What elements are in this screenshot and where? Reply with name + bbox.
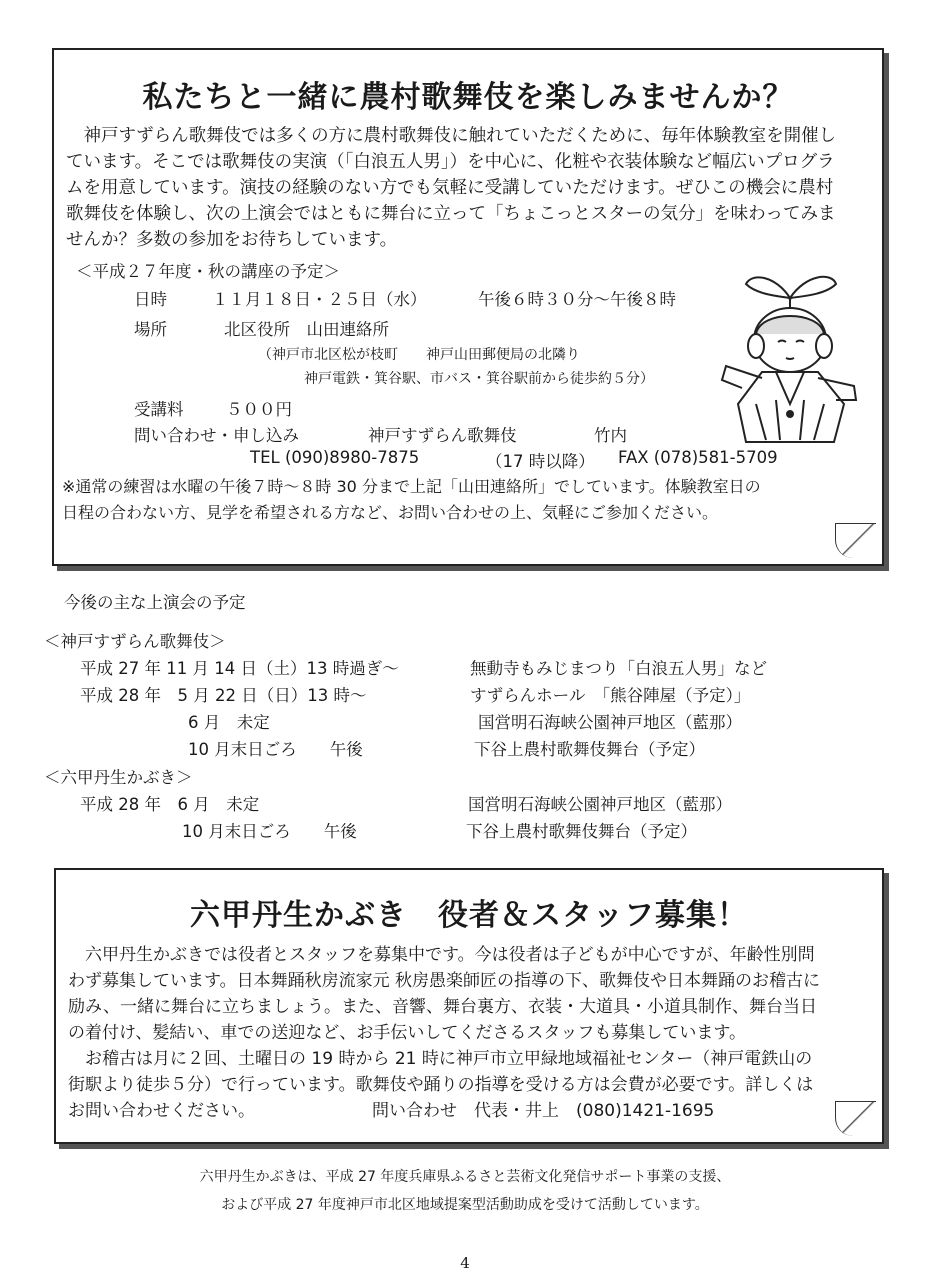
recruit-line: 街駅より徒歩５分）で行っています。歌舞伎や踊りの指導を受ける方は会費が必要です。詳しくは: [68, 1075, 814, 1095]
performance-date: 6 月 未定: [188, 713, 270, 732]
contact-org: 神戸すずらん歌舞伎: [368, 426, 517, 445]
note-line: 日程の合わない方、見学を希望される方など、お問い合わせの上、気軽にご参加ください。: [62, 503, 719, 522]
performance-event: 国営明石海峡公園神戸地区（藍那）: [478, 713, 742, 732]
page-number: 4: [460, 1254, 470, 1272]
performance-date: 平成 28 年 5 月 22 日（日）13 時～: [80, 686, 367, 705]
recruit-title: 六甲丹生かぶき 役者＆スタッフ募集！: [190, 898, 748, 933]
intro-line: 神戸すずらん歌舞伎では多くの方に農村歌舞伎に触れていただくために、毎年体験教室を開催し: [66, 126, 837, 146]
group-name: ＜神戸すずらん歌舞伎＞: [44, 632, 226, 651]
performance-event: 無動寺もみじまつり「白浪五人男」など: [470, 659, 767, 678]
fee-value: ５００円: [226, 400, 292, 419]
tel-number: TEL (090)8980-7875: [250, 448, 420, 467]
intro-line: ています。そこでは歌舞伎の実演（「白浪五人男」）を中心に、化粧や衣装体験など幅広いプログラ: [66, 152, 835, 172]
recruit-line: の着付け、髪結い、車での送迎など、お手伝いしてくださるスタッフも募集しています。: [68, 1023, 746, 1043]
date-label: 日時: [134, 290, 167, 309]
performances-heading: 今後の主な上演会の予定: [64, 593, 246, 612]
intro-line: せんか？多数の参加をお待ちしています。: [66, 230, 398, 250]
recruit-line: 六甲丹生かぶきでは役者とスタッフを募集中です。今は役者は子どもが中心ですが、年齢性別問: [68, 945, 815, 965]
intro-line: ムを用意しています。演技の経験のない方でも気軽に受講していただけます。ぜひこの機会に農村: [66, 178, 834, 198]
performance-date: 平成 27 年 11 月 14 日（土）13 時過ぎ～: [80, 659, 399, 678]
recruit-line: わず募集しています。日本舞踊秋房流家元 秋房愚楽師匠の指導の下、歌舞伎や日本舞踊のお稽古に: [68, 971, 821, 991]
date-value: １１月１８日・２５日（水）: [212, 290, 427, 309]
recruit-line: 励み、一緒に舞台に立ちましょう。また、音響、舞台裏方、衣装・大道具・小道具制作、舞台当日: [68, 997, 818, 1017]
time-value: 午後６時３０分～午後８時: [478, 290, 676, 309]
performance-event: 下谷上農村歌舞伎舞台（予定）: [474, 740, 705, 759]
intro-line: 歌舞伎を体験し、次の上演会ではともに舞台に立って「ちょこっとスターの気分」を味わってみま: [66, 204, 836, 224]
performance-event: 下谷上農村歌舞伎舞台（予定）: [466, 822, 697, 841]
footer-line: 六甲丹生かぶきは、平成 27 年度兵庫県ふるさと芸術文化発信サポート事業の支援、: [199, 1169, 731, 1185]
tel-note: （17 時以降）: [486, 452, 595, 471]
note-line: ※通常の練習は水曜の午後７時～８時 30 分まで上記「山田連絡所」でしています。体験教室日の: [62, 477, 761, 496]
contact-person: 竹内: [594, 426, 627, 445]
performance-date: 10 月末日ごろ 午後: [182, 822, 357, 841]
fax-number: FAX (078)581-5709: [618, 448, 778, 467]
recruit-contact: 問い合わせ 代表・井上 (080)1421-1695: [372, 1101, 715, 1121]
place-label: 場所: [134, 320, 167, 339]
contact-label: 問い合わせ・申し込み: [134, 426, 299, 445]
performance-event: 国営明石海峡公園神戸地区（藍那）: [468, 795, 732, 814]
group-name: ＜六甲丹生かぶき＞: [44, 768, 193, 787]
page-curl-decoration: [835, 1101, 876, 1136]
recruit-line: お問い合わせください。: [68, 1101, 255, 1121]
place-value: 北区役所 山田連絡所: [224, 320, 389, 339]
performance-date: 10 月末日ごろ 午後: [188, 740, 363, 759]
footer-line: および平成 27 年度神戸市北区地域提案型活動助成を受けて活動しています。: [221, 1197, 709, 1213]
workshop-title: 私たちと一緒に農村歌舞伎を楽しみませんか？: [142, 80, 794, 115]
address-line: （神戸市北区松が枝町 神戸山田郵便局の北隣り: [258, 347, 580, 363]
fee-label: 受講料: [134, 400, 184, 419]
performance-event: すずらんホール 「熊谷陣屋（予定）」: [470, 686, 751, 705]
performance-date: 平成 28 年 6 月 未定: [80, 795, 260, 814]
workshop-box: [52, 48, 884, 566]
access-line: 神戸電鉄・箕谷駅、市バス・箕谷駅前から徒歩約５分）: [304, 371, 654, 387]
recruit-line: お稽古は月に２回、土曜日の 19 時から 21 時に神戸市立甲緑地域福祉センター（神戸電鉄山の: [68, 1049, 813, 1069]
schedule-heading: ＜平成２７年度・秋の講座の予定＞: [76, 262, 340, 281]
recruit-box: [54, 868, 884, 1144]
page-curl-decoration: [835, 523, 876, 558]
kabuki-mascot-illustration: [716, 254, 864, 450]
